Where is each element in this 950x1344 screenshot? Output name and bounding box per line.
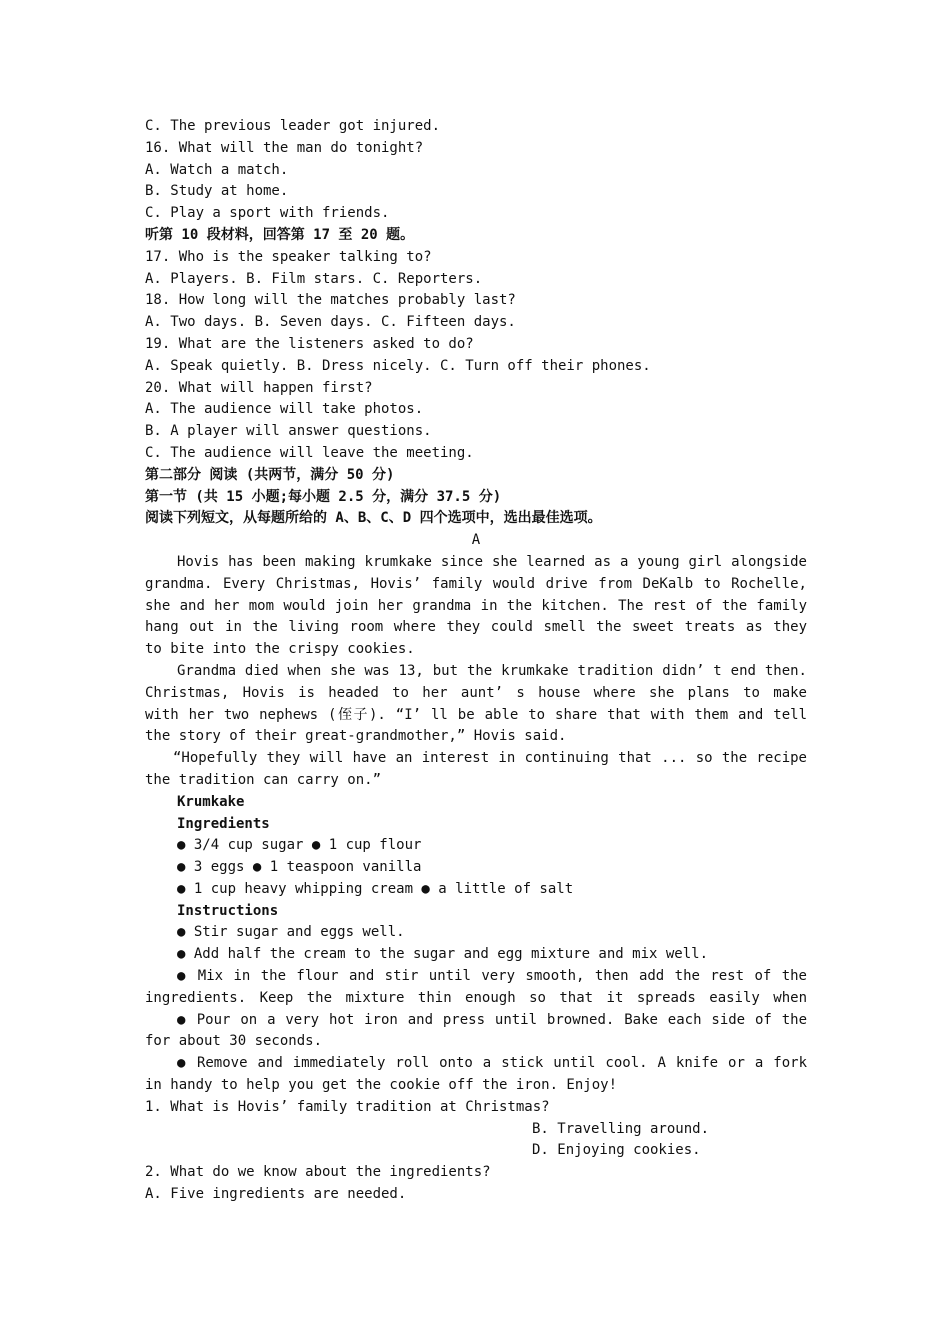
q1-option-d: D. Enjoying cookies. bbox=[532, 1142, 701, 1159]
instruction-step bbox=[145, 1053, 807, 1097]
passage-label: A bbox=[471, 532, 481, 549]
q19-options: A. Speak quietly. B. Dress nicely. C. Turn off their phones. bbox=[145, 357, 651, 374]
page-content bbox=[145, 116, 807, 1206]
q20-option-c: C. The audience will leave the meeting. bbox=[145, 444, 474, 461]
step-line: in handy to help you get the cookie off the iron. Enjoy! bbox=[145, 1077, 618, 1094]
instructions-title: Instructions bbox=[177, 902, 279, 919]
q1-options-row-2 bbox=[145, 1140, 807, 1162]
q1-options-row-1 bbox=[145, 1119, 807, 1141]
q18-options: A. Two days. B. Seven days. C. Fifteen days. bbox=[145, 314, 516, 331]
reading-instructions: 阅读下列短文，从每题所给的 A、B、C、D 四个选项中，选出最佳选项。 bbox=[145, 510, 602, 527]
instruction-step: ● Stir sugar and eggs well. bbox=[177, 924, 405, 941]
section-heading: 第一节 (共 15 小题;每小题 2.5 分，满分 37.5 分) bbox=[145, 488, 502, 505]
instruction-step bbox=[145, 1010, 807, 1054]
step-line: ingredients. Keep the mixture thin enough so that it spreads easily when bbox=[145, 989, 807, 1006]
paragraph-2 bbox=[145, 661, 807, 748]
paragraph-line: the story of their great-grandmother,” Hovis said. bbox=[145, 728, 567, 745]
step-line: ● Pour on a very hot iron and press until browned. Bake each side of the bbox=[177, 1011, 807, 1028]
paragraph-1 bbox=[145, 552, 807, 661]
q18-text: 18. How long will the matches probably last? bbox=[145, 292, 516, 309]
ingredient-item: ● 1 cup heavy whipping cream ● a little of salt bbox=[177, 880, 574, 897]
ingredient-item: ● 3/4 cup sugar ● 1 cup flour bbox=[177, 837, 422, 854]
q20-option-b: B. A player will answer questions. bbox=[145, 423, 432, 440]
q2-option-a: A. Five ingredients are needed. bbox=[145, 1186, 407, 1203]
ingredients-title: Ingredients bbox=[177, 815, 270, 832]
ingredient-item: ● 3 eggs ● 1 teaspoon vanilla bbox=[177, 859, 422, 876]
q16-option-a: A. Watch a match. bbox=[145, 161, 289, 178]
step-line: for about 30 seconds. bbox=[145, 1033, 323, 1050]
q17-text: 17. Who is the speaker talking to? bbox=[145, 248, 432, 265]
paragraph-line: Christmas, Hovis is headed to her aunt’ s house where she plans to make bbox=[145, 684, 807, 701]
paragraph-line: hang out in the living room where they could smell the sweet treats as they bbox=[145, 619, 807, 636]
q15-option-c: C. The previous leader got injured. bbox=[145, 118, 441, 134]
q16-text: 16. What will the man do tonight? bbox=[145, 139, 424, 156]
step-line: ● Remove and immediately roll onto a stick until cool. A knife or a fork bbox=[177, 1055, 807, 1072]
q16-option-c: C. Play a sport with friends. bbox=[145, 205, 390, 222]
paragraph-line: she and her mom would join her grandma in the kitchen. The rest of the family bbox=[145, 597, 807, 614]
paragraph-line: with her two nephews (侄子). “I’ ll be able to share that with them and tell bbox=[145, 706, 807, 723]
part-heading: 第二部分 阅读 (共两节，满分 50 分) bbox=[145, 466, 395, 483]
paragraph-line: Grandma died when she was 13, but the krumkake tradition didn’ t end then. bbox=[177, 662, 807, 679]
q20-option-a: A. The audience will take photos. bbox=[145, 401, 424, 418]
q1-text: 1. What is Hovis’ family tradition at Christmas? bbox=[145, 1098, 550, 1115]
paragraph-line: “Hopefully they will have an interest in continuing that ... so the recipe bbox=[173, 750, 807, 767]
instruction-step bbox=[145, 966, 807, 1010]
step-line: ● Mix in the flour and stir until very smooth, then add the rest of the bbox=[177, 968, 807, 985]
recipe-title: Krumkake bbox=[177, 793, 245, 810]
paragraph-3 bbox=[145, 748, 807, 792]
section10-heading: 听第 10 段材料，回答第 17 至 20 题。 bbox=[145, 226, 415, 243]
q2-text: 2. What do we know about the ingredients? bbox=[145, 1164, 491, 1181]
q16-option-b: B. Study at home. bbox=[145, 183, 289, 200]
instruction-step: ● Add half the cream to the sugar and egg mixture and mix well. bbox=[177, 946, 709, 963]
paragraph-line: Hovis has been making krumkake since she learned as a young girl alongside bbox=[177, 553, 807, 570]
q19-text: 19. What are the listeners asked to do? bbox=[145, 335, 474, 352]
q17-options: A. Players. B. Film stars. C. Reporters. bbox=[145, 270, 483, 287]
q20-text: 20. What will happen first? bbox=[145, 379, 373, 396]
q1-option-b: B. Travelling around. bbox=[532, 1120, 710, 1137]
paragraph-line: to bite into the crispy cookies. bbox=[145, 641, 415, 658]
paragraph-line: the tradition can carry on.” bbox=[145, 771, 382, 788]
paragraph-line: grandma. Every Christmas, Hovis’ family would drive from DeKalb to Rochelle, bbox=[145, 575, 807, 592]
